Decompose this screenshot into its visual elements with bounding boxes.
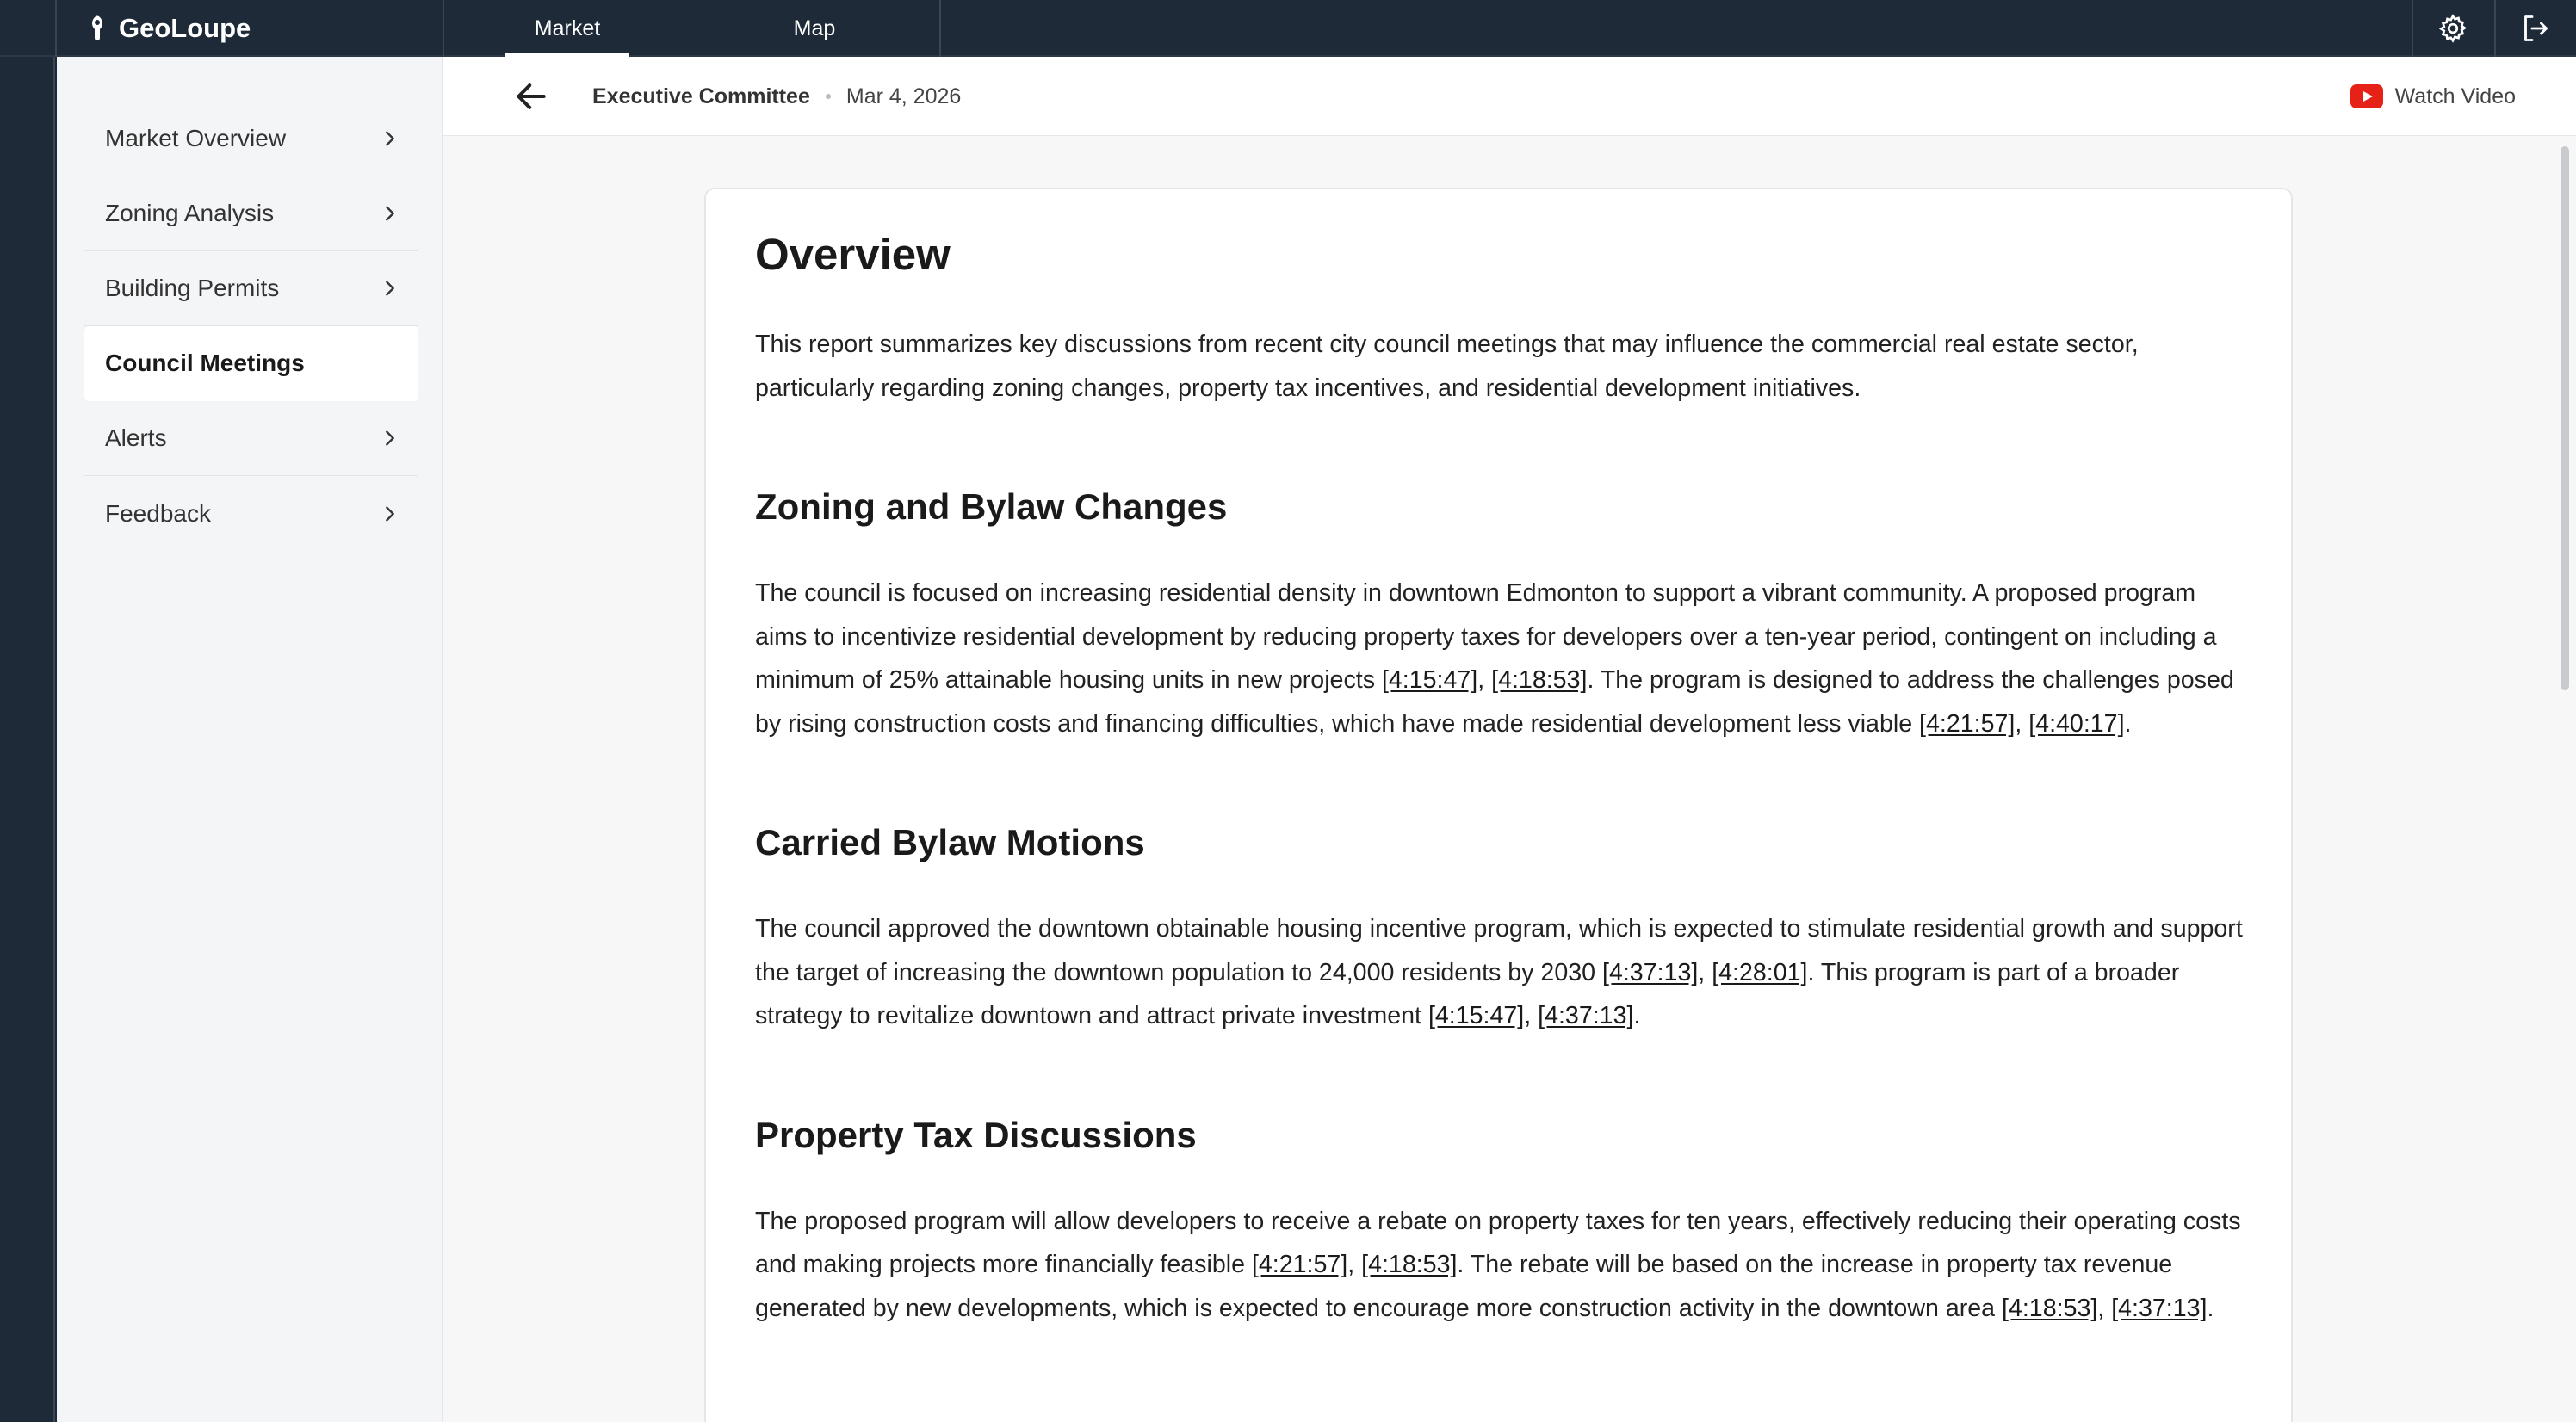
chevron-right-icon [381,279,399,298]
divider [2494,0,2496,57]
sidebar-item-label: Feedback [105,499,211,527]
sidebar-item-building-permits[interactable] [84,251,418,326]
main-content [443,57,2576,1422]
timestamp-link[interactable]: [4:21:57] [1251,1251,1348,1278]
chevron-right-icon [381,129,399,148]
sidebar-item-label: Market Overview [105,125,287,151]
divider [2412,0,2413,57]
youtube-icon [2350,84,2383,108]
watch-video-button[interactable] [2350,57,2516,136]
chevron-right-icon [381,429,399,448]
timestamp-link[interactable]: [4:37:13] [1602,958,1699,986]
timestamp-link[interactable]: [4:40:17] [2028,709,2125,738]
sidebar-item-council-meetings[interactable] [84,326,418,401]
timestamp-link[interactable]: [4:37:13] [1538,1002,1634,1029]
brand-logo[interactable] [90,0,251,57]
timestamp-link[interactable]: [4:28:01] [1712,958,1808,986]
logout-icon [2519,13,2550,44]
timestamp-link[interactable]: [4:21:57] [1919,709,2016,738]
separator-dot [826,94,831,99]
timestamp-link[interactable]: [4:18:53] [1361,1251,1458,1278]
scrollbar[interactable] [2561,146,2569,690]
divider [55,0,57,57]
timestamp-link[interactable]: [4:18:53] [1491,666,1588,694]
section-body: The council is focused on increasing residential density in downtown Edmonton to support a vibrant community. A proposed program aims to incentivize residential development by reducing property taxes for developers over a ten-year period, contingent on including a minimum of 25% attainable housing units in new projects [4:15:47], [4:18:53]. The program is designed to address the challenges posed by rising construction costs and financing difficulties, which have made residential development less viable [4:21:57], [4:40:17]. [755,579,2234,738]
section-heading: Property Tax Discussions [755,1114,1197,1155]
section-body: The council approved the downtown obtainable housing incentive program, which is expected to stimulate residential growth and support the target of increasing the downtown population to 24,000 residents by 2030 [4:37:13], [4:28:01]. This program is part of a broader strategy to revitalize downtown and attract private investment [4:15:47], [4:37:13]. [755,915,2243,1029]
sidebar-item-feedback[interactable] [84,476,418,551]
tab-map[interactable]: Map [793,15,836,40]
chevron-right-icon [381,504,399,523]
timestamp-link[interactable]: [4:18:53] [2002,1294,2098,1322]
gear-icon [2437,13,2468,44]
sidebar [57,57,443,1422]
report-sections [755,486,2243,1330]
section-heading: Carried Bylaw Motions [755,822,1145,862]
arrow-left-icon[interactable] [512,77,550,115]
sidebar-item-market-overview[interactable] [84,102,418,176]
timestamp-link[interactable]: [4:15:47] [1381,666,1478,694]
section-heading: Zoning and Bylaw Changes [755,486,1228,527]
meeting-date: Mar 4, 2026 [845,83,962,108]
sidebar-item-label: Zoning Analysis [105,200,275,226]
sidebar-item-zoning-analysis[interactable] [84,176,418,251]
logout-button[interactable] [2509,0,2561,57]
chevron-right-icon [381,204,399,223]
top-bar [0,0,2576,57]
report-card [704,188,2293,1422]
report-intro: This report summarizes key discussions from recent city council meetings that may influence the commercial real estate sector, particularly regarding zoning changes, property tax incentives, and residential development initiatives. [755,331,2139,402]
timestamp-link[interactable]: [4:37:13] [2111,1294,2208,1322]
report-title: Overview [755,230,951,279]
settings-button[interactable] [2427,0,2479,57]
meeting-header [443,57,2576,136]
timestamp-link[interactable]: [4:15:47] [1427,1002,1525,1029]
sidebar-item-alerts[interactable] [84,401,418,476]
left-rail [0,57,55,1422]
breadcrumb [592,57,961,136]
watch-video-label: Watch Video [2394,83,2516,108]
section-body: The proposed program will allow developers to receive a rebate on property taxes for ten years, effectively reducing their operating costs and making projects more financially feasible [4:21:57], [4:18:53]. The rebate will be based on the increase in property tax revenue generated by new developments, which is expected to encourage more construction activity in the downtown area [4:18:53], [4:37:13]. [755,1207,2241,1322]
committee-name: Executive Committee [592,83,810,108]
sidebar-nav [84,102,418,551]
brand-name: GeoLoupe [119,13,251,43]
sidebar-item-label: Building Permits [105,275,280,301]
sidebar-item-label: Council Meetings [105,349,305,376]
sidebar-item-label: Alerts [105,424,167,451]
divider [443,0,444,57]
tab-market[interactable]: Market [505,0,629,57]
divider [939,0,941,57]
map-pin-icon [90,14,108,43]
